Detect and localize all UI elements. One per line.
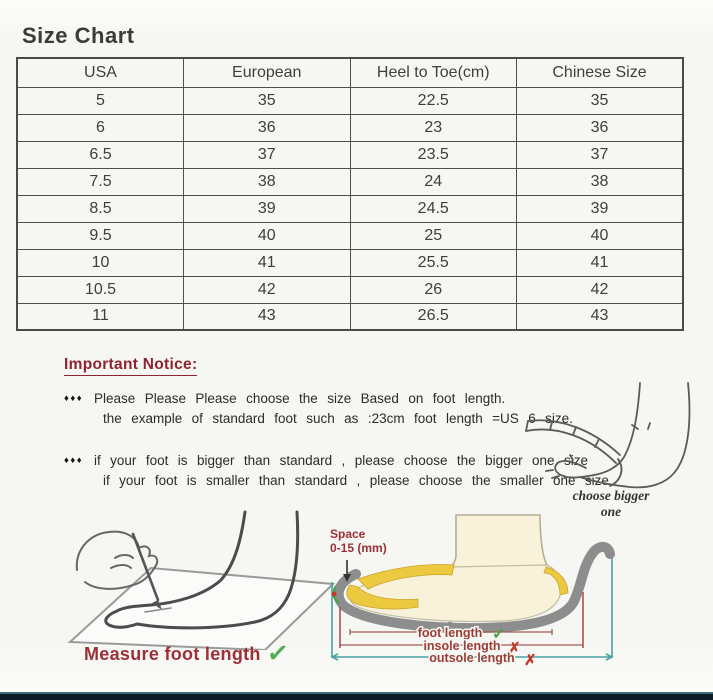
cell-usa: 8.5 [17, 195, 184, 222]
insole-length-label: insole length [423, 639, 501, 653]
cell-european: 42 [184, 276, 351, 303]
cell-usa: 9.5 [17, 222, 184, 249]
table-row [17, 222, 683, 249]
measure-foot-length-illustration [45, 510, 335, 650]
cell-chinese-size: 43 [517, 303, 684, 330]
cell-european: 39 [184, 195, 351, 222]
cell-heel-to-toe: 22.5 [350, 87, 517, 114]
bullet-diamonds-icon: ♦♦♦ [64, 393, 84, 404]
cell-european: 36 [184, 114, 351, 141]
cell-heel-to-toe: 25 [350, 222, 517, 249]
cell-european: 38 [184, 168, 351, 195]
notice-bullet-2-line-2: if your foot is smaller than standard , please choose the smaller one size [103, 473, 609, 488]
page-title: Size Chart [22, 23, 135, 48]
cell-heel-to-toe: 24 [350, 168, 517, 195]
table-row [17, 141, 683, 168]
cell-chinese-size: 38 [517, 168, 684, 195]
foot-length-check-icon: ✓ [492, 626, 506, 643]
cell-usa: 6 [17, 114, 184, 141]
insole-length-x-icon: ✗ [508, 640, 521, 657]
outsole-length-x-icon: ✗ [524, 652, 537, 669]
cell-usa: 7.5 [17, 168, 184, 195]
table-row [17, 195, 683, 222]
space-label: Space 0-15 (mm) [330, 527, 387, 555]
notice-bullet-1-line-1: Please Please Please choose the size Based on foot length. [94, 391, 506, 406]
cell-european: 35 [184, 87, 351, 114]
cell-usa: 5 [17, 87, 184, 114]
toe-space-dot [332, 592, 337, 597]
table-row [17, 114, 683, 141]
size-table-header-row [17, 58, 683, 87]
cell-heel-to-toe: 24.5 [350, 195, 517, 222]
leg-shape [449, 515, 547, 569]
cell-usa: 6.5 [17, 141, 184, 168]
cell-heel-to-toe: 23 [350, 114, 517, 141]
column-header-usa: USA [17, 58, 184, 87]
size-table [16, 57, 684, 331]
notice-bullet-2 [64, 451, 609, 491]
table-row [17, 249, 683, 276]
table-row [17, 87, 683, 114]
cell-heel-to-toe: 26.5 [350, 303, 517, 330]
column-header-chinese-size: Chinese Size [517, 58, 684, 87]
cell-chinese-size: 37 [517, 141, 684, 168]
measure-foot-length-caption [84, 636, 291, 670]
cell-european: 43 [184, 303, 351, 330]
cell-chinese-size: 36 [517, 114, 684, 141]
important-notice-heading: Important Notice: [64, 356, 197, 376]
cell-chinese-size: 40 [517, 222, 684, 249]
notice-bullet-2-line-1: if your foot is bigger than standard , please choose the bigger one size [94, 453, 588, 468]
table-row [17, 303, 683, 330]
column-header-heel-to-toe: Heel to Toe(cm) [350, 58, 517, 87]
foot-length-label: foot length [417, 626, 483, 640]
cell-chinese-size: 41 [517, 249, 684, 276]
cell-chinese-size: 39 [517, 195, 684, 222]
table-row [17, 168, 683, 195]
table-row [17, 276, 683, 303]
cell-heel-to-toe: 25.5 [350, 249, 517, 276]
cell-european: 41 [184, 249, 351, 276]
choose-bigger-one-caption: choose bigger one [572, 488, 650, 519]
notice-bullet-1-line-2: the example of standard foot such as :23cm foot length =US 6 size. [103, 411, 573, 426]
cell-usa: 10 [17, 249, 184, 276]
bottom-navy-bar [0, 692, 713, 700]
green-check-icon: ✓ [265, 636, 291, 670]
foot-tape-measure-illustration [522, 381, 707, 499]
bullet-diamonds-icon: ♦♦♦ [64, 455, 84, 466]
cell-heel-to-toe: 26 [350, 276, 517, 303]
cell-chinese-size: 42 [517, 276, 684, 303]
shoe-cross-section-diagram [322, 512, 713, 672]
cell-usa: 11 [17, 303, 184, 330]
cell-european: 40 [184, 222, 351, 249]
column-header-european: European [184, 58, 351, 87]
outsole-length-label: outsole length [429, 651, 515, 665]
cell-european: 37 [184, 141, 351, 168]
cell-usa: 10.5 [17, 276, 184, 303]
cell-chinese-size: 35 [517, 87, 684, 114]
measure-foot-length-label: Measure foot length [84, 644, 261, 664]
notice-bullet-1 [64, 389, 594, 429]
cell-heel-to-toe: 23.5 [350, 141, 517, 168]
